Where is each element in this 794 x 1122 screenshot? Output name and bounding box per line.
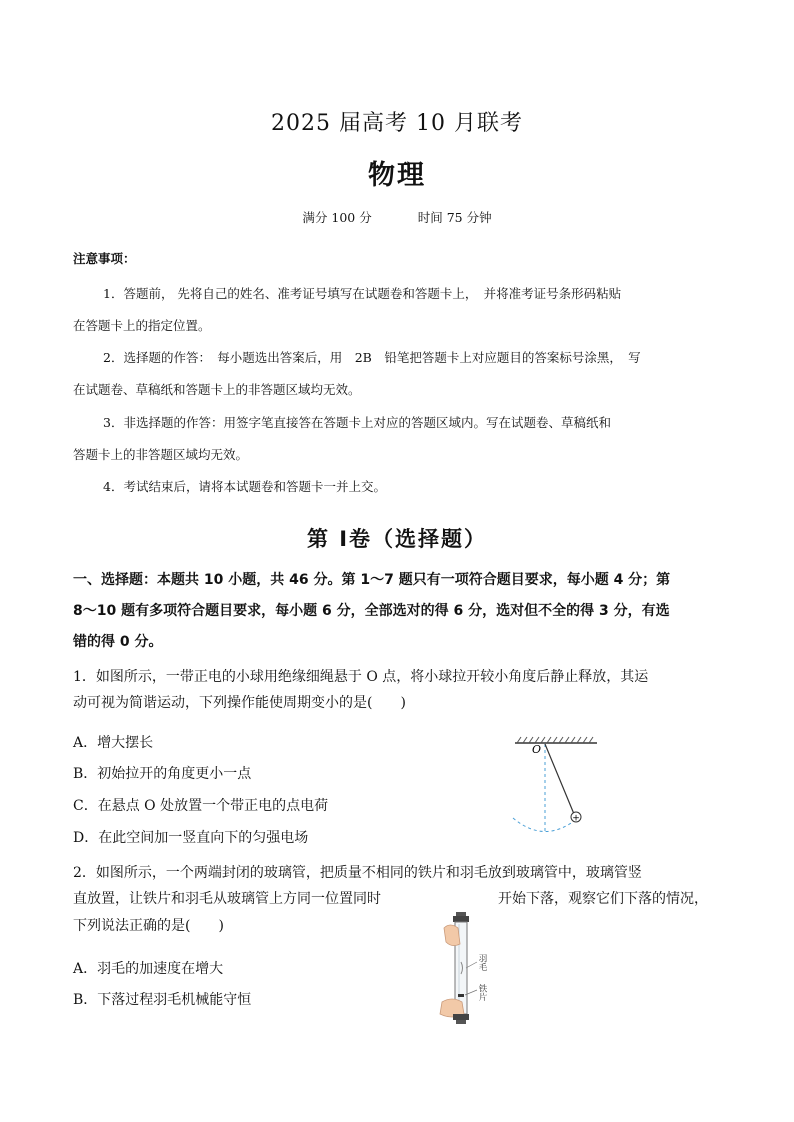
iron-piece	[458, 994, 464, 997]
subject-title: 物理	[368, 160, 426, 191]
section-instruction-1: 一、选择题：本题共 10 小题，共 46 分。第 1～7 题只有一项符合题目要求，每小题 4 分；第	[73, 572, 671, 588]
q2-option-a: A．羽毛的加速度在增大	[73, 961, 224, 977]
pendulum-figure	[505, 735, 605, 850]
full-score: 满分 100 分	[302, 210, 372, 225]
q1-stem-1: 1．如图所示，一带正电的小球用绝缘细绳悬于 O 点，将小球拉开较小角度后静止释放，其运	[73, 669, 649, 685]
tube-top-cap	[456, 912, 466, 916]
q2-stem-2b: 开始下落，观察它们下落的情况，	[498, 891, 708, 907]
q2-stem-1: 2．如图所示，一个两端封闭的玻璃管，把质量不相同的铁片和羽毛放到玻璃管中，玻璃管竖	[73, 865, 642, 881]
tube-bottom-cap	[456, 1020, 466, 1024]
notice-line-2: 在答题卡上的指定位置。	[73, 318, 211, 333]
section-instruction-2: 8～10 题有多项符合题目要求，每小题 6 分，全部选对的得 6 分，选对但不全的得 3 分，有选	[73, 603, 670, 619]
q2-option-b: B．下落过程羽毛机械能守恒	[73, 992, 252, 1008]
q1-option-b: B．初始拉开的角度更小一点	[73, 766, 252, 782]
q2-stem-3: 下列说法正确的是( )	[73, 918, 224, 934]
feather-label: 羽毛	[477, 954, 487, 971]
feather-pointer	[466, 962, 477, 968]
notice-line-5: 3．非选择题的作答：用签字笔直接答在答题卡上对应的答题区域内。写在试题卷、草稿纸和	[103, 415, 611, 430]
tube-bottom-stopper	[453, 1014, 469, 1020]
notice-heading: 注意事项：	[73, 251, 136, 266]
q1-option-d: D．在此空间加一竖直向下的匀强电场	[73, 830, 309, 846]
notice-line-7: 4．考试结束后，请将本试题卷和答题卡一并上交。	[103, 479, 386, 494]
tube-top-stopper	[453, 916, 469, 922]
pivot-label: O	[532, 743, 542, 756]
ceiling-hatch	[517, 737, 593, 743]
iron-label: 铁片	[477, 984, 487, 1001]
pendulum-string	[545, 744, 574, 814]
notice-line-6: 答题卡上的非答题区域均无效。	[73, 447, 249, 462]
notice-line-3: 2．选择题的作答： 每小题选出答案后，用 2B 铅笔把答题卡上对应题目的答案标号涂黑， 写	[103, 350, 641, 365]
q1-option-a: A．增大摆长	[73, 735, 154, 751]
glass-tube-figure	[430, 910, 500, 1032]
q1-stem-2: 动可视为简谐运动，下列操作能使周期变小的是( )	[73, 695, 406, 711]
charge-sign: +	[572, 813, 580, 824]
q2-stem-2a: 直放置，让铁片和羽毛从玻璃管上方同一位置同时	[73, 891, 381, 907]
exam-title: 2025 届高考 10 月联考	[271, 111, 523, 136]
section-title: 第 Ⅰ卷（选择题）	[306, 527, 488, 551]
notice-line-1: 1．答题前， 先将自己的姓名、准考证号填写在试题卷和答题卡上， 并将准考证号条形码粘贴	[103, 286, 622, 301]
exam-meta	[0, 208, 794, 226]
q1-option-c: C．在悬点 O 处放置一个带正电的点电荷	[73, 798, 329, 814]
top-hand	[444, 925, 460, 946]
exam-time: 时间 75 分钟	[417, 210, 492, 225]
notice-line-4: 在试题卷、草稿纸和答题卡上的非答题区域均无效。	[73, 382, 361, 397]
section-instruction-3: 错的得 0 分。	[73, 634, 163, 650]
